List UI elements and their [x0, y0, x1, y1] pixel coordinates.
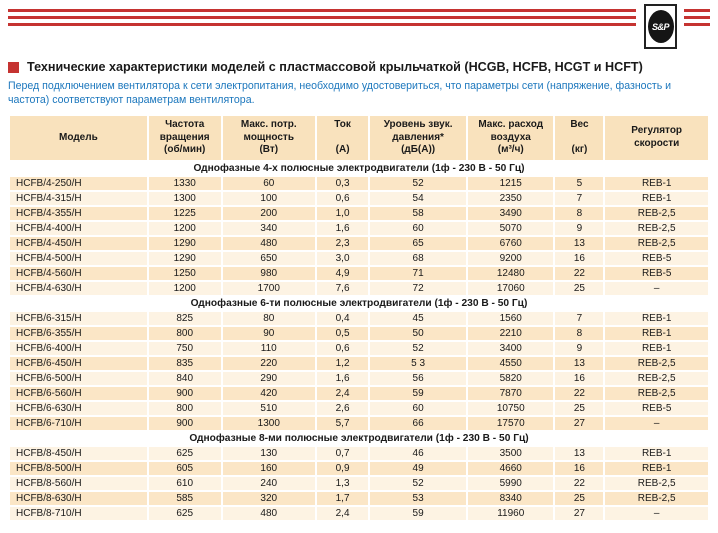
cell-power: 160 — [223, 462, 315, 475]
header-line: Уровень звук. — [383, 119, 453, 131]
cell-regulator: REB-2,5 — [605, 492, 708, 505]
cell-weight: 25 — [555, 282, 603, 295]
cell-weight: 9 — [555, 342, 603, 355]
cell-current: 2,6 — [317, 402, 368, 415]
cell-model: HCFB/4-355/H — [10, 207, 147, 220]
sp-logo-text: S&P — [648, 10, 674, 43]
cell-model: HCFB/8-560/H — [10, 477, 147, 490]
cell-speed: 1330 — [149, 177, 221, 190]
table-row — [10, 492, 708, 505]
cell-power: 200 — [223, 207, 315, 220]
cell-power: 80 — [223, 312, 315, 325]
table-row — [10, 252, 708, 265]
header-line: (м³/ч) — [497, 144, 524, 156]
header-line: Вес — [570, 119, 589, 131]
cell-airflow: 1560 — [468, 312, 554, 325]
cell-model: HCFB/4-560/H — [10, 267, 147, 280]
cell-noise: 5 3 — [370, 357, 466, 370]
table-row — [10, 327, 708, 340]
column-header-noise — [370, 116, 466, 160]
table-row — [10, 207, 708, 220]
cell-power: 100 — [223, 192, 315, 205]
cell-power: 240 — [223, 477, 315, 490]
table-row — [10, 222, 708, 235]
cell-speed: 625 — [149, 447, 221, 460]
cell-current: 1,6 — [317, 372, 368, 385]
table-row — [10, 267, 708, 280]
header-line — [556, 132, 602, 145]
cell-airflow: 3400 — [468, 342, 554, 355]
table-row — [10, 372, 708, 385]
title-row — [8, 60, 710, 74]
header-line: давления* — [392, 131, 444, 143]
column-header-regulator — [605, 116, 708, 160]
cell-weight: 5 — [555, 177, 603, 190]
cell-regulator: REB-1 — [605, 192, 708, 205]
cell-current: 2,3 — [317, 237, 368, 250]
cell-airflow: 5990 — [468, 477, 554, 490]
cell-regulator: REB-5 — [605, 402, 708, 415]
cell-noise: 50 — [370, 327, 466, 340]
cell-airflow: 17060 — [468, 282, 554, 295]
cell-noise: 60 — [370, 402, 466, 415]
header-line: (дБ(А)) — [401, 144, 436, 156]
header-line: Регулятор — [631, 125, 683, 137]
header-line: Ток — [334, 119, 351, 131]
header-line: Макс. расход — [478, 119, 544, 131]
cell-current: 0,9 — [317, 462, 368, 475]
table-row — [10, 477, 708, 490]
cell-model: HCFB/6-315/H — [10, 312, 147, 325]
cell-weight: 16 — [555, 372, 603, 385]
cell-current: 1,0 — [317, 207, 368, 220]
column-header-power — [223, 116, 315, 160]
cell-weight: 9 — [555, 222, 603, 235]
section-header-row — [10, 432, 708, 445]
section-header-row — [10, 297, 708, 310]
cell-airflow: 8340 — [468, 492, 554, 505]
motor-section-title: Однофазные 6-ти полюсные электродвигатели (1ф - 230 В - 50 Гц) — [10, 297, 708, 310]
cell-speed: 825 — [149, 312, 221, 325]
cell-speed: 625 — [149, 507, 221, 520]
cell-speed: 1200 — [149, 282, 221, 295]
cell-regulator: REB-1 — [605, 462, 708, 475]
cell-noise: 65 — [370, 237, 466, 250]
table-row — [10, 312, 708, 325]
cell-regulator: REB-2,5 — [605, 357, 708, 370]
cell-regulator: REB-1 — [605, 312, 708, 325]
cell-model: HCFB/6-630/H — [10, 402, 147, 415]
table-row — [10, 402, 708, 415]
cell-noise: 52 — [370, 342, 466, 355]
cell-model: HCFB/4-630/H — [10, 282, 147, 295]
cell-weight: 27 — [555, 417, 603, 430]
cell-weight: 7 — [555, 192, 603, 205]
cell-model: HCFB/6-355/H — [10, 327, 147, 340]
cell-speed: 800 — [149, 327, 221, 340]
header-line: мощность — [243, 131, 294, 143]
cell-speed: 1225 — [149, 207, 221, 220]
table-row — [10, 282, 708, 295]
red-square-bullet-icon — [8, 62, 19, 73]
cell-power: 650 — [223, 252, 315, 265]
motor-section-title: Однофазные 8-ми полюсные электродвигатели (1ф - 230 В - 50 Гц) — [10, 432, 708, 445]
cell-noise: 71 — [370, 267, 466, 280]
intro-note: Перед подключением вентилятора к сети электропитания, необходимо удостовериться, что параметры сети (напряжение, фазность и частота) соответствуют параметрам вентилятора. — [8, 80, 672, 106]
cell-weight: 16 — [555, 252, 603, 265]
cell-airflow: 6760 — [468, 237, 554, 250]
cell-power: 480 — [223, 237, 315, 250]
specs-table-body — [10, 162, 708, 520]
cell-regulator: – — [605, 417, 708, 430]
table-row — [10, 237, 708, 250]
column-header-weight — [555, 116, 603, 160]
cell-regulator: REB-1 — [605, 177, 708, 190]
header-line: скорости — [634, 137, 680, 149]
header-line: воздуха — [490, 131, 531, 143]
cell-noise: 54 — [370, 192, 466, 205]
table-row — [10, 417, 708, 430]
cell-speed: 1300 — [149, 192, 221, 205]
cell-power: 90 — [223, 327, 315, 340]
top-divider-stripes-left — [8, 9, 636, 30]
cell-power: 110 — [223, 342, 315, 355]
column-header-speed — [149, 116, 221, 160]
cell-model: HCFB/6-560/H — [10, 387, 147, 400]
column-header-current — [317, 116, 368, 160]
cell-speed: 1290 — [149, 237, 221, 250]
cell-regulator: REB-2,5 — [605, 207, 708, 220]
cell-regulator: – — [605, 282, 708, 295]
cell-speed: 840 — [149, 372, 221, 385]
cell-current: 1,7 — [317, 492, 368, 505]
cell-noise: 46 — [370, 447, 466, 460]
cell-speed: 585 — [149, 492, 221, 505]
cell-current: 0,3 — [317, 177, 368, 190]
cell-airflow: 9200 — [468, 252, 554, 265]
cell-power: 60 — [223, 177, 315, 190]
cell-weight: 16 — [555, 462, 603, 475]
cell-airflow: 5820 — [468, 372, 554, 385]
cell-current: 2,4 — [317, 507, 368, 520]
cell-current: 1,2 — [317, 357, 368, 370]
cell-speed: 900 — [149, 417, 221, 430]
cell-regulator: REB-5 — [605, 267, 708, 280]
header-line: вращения — [159, 131, 210, 143]
cell-airflow: 12480 — [468, 267, 554, 280]
cell-current: 4,9 — [317, 267, 368, 280]
cell-power: 510 — [223, 402, 315, 415]
cell-model: HCFB/4-400/H — [10, 222, 147, 235]
cell-regulator: – — [605, 507, 708, 520]
cell-regulator: REB-2,5 — [605, 387, 708, 400]
cell-speed: 835 — [149, 357, 221, 370]
cell-power: 340 — [223, 222, 315, 235]
cell-model: HCFB/8-710/H — [10, 507, 147, 520]
cell-airflow: 7870 — [468, 387, 554, 400]
cell-model: HCFB/4-250/H — [10, 177, 147, 190]
cell-model: HCFB/8-500/H — [10, 462, 147, 475]
cell-noise: 56 — [370, 372, 466, 385]
header-line — [318, 132, 367, 145]
cell-weight: 7 — [555, 312, 603, 325]
sp-logo — [644, 4, 677, 49]
cell-current: 0,6 — [317, 342, 368, 355]
cell-speed: 610 — [149, 477, 221, 490]
cell-current: 0,7 — [317, 447, 368, 460]
cell-weight: 22 — [555, 267, 603, 280]
header-line: (А) — [335, 144, 350, 156]
header-line: Частота — [165, 119, 205, 131]
cell-weight: 13 — [555, 357, 603, 370]
cell-airflow: 4660 — [468, 462, 554, 475]
cell-speed: 605 — [149, 462, 221, 475]
cell-current: 0,6 — [317, 192, 368, 205]
cell-noise: 49 — [370, 462, 466, 475]
cell-current: 7,6 — [317, 282, 368, 295]
specs-table-head — [10, 116, 708, 160]
cell-current: 5,7 — [317, 417, 368, 430]
specs-table — [8, 114, 710, 522]
cell-regulator: REB-5 — [605, 252, 708, 265]
cell-airflow: 3500 — [468, 447, 554, 460]
cell-model: HCFB/6-450/H — [10, 357, 147, 370]
cell-airflow: 2350 — [468, 192, 554, 205]
cell-model: HCFB/8-450/H — [10, 447, 147, 460]
column-header-airflow — [468, 116, 554, 160]
table-row — [10, 357, 708, 370]
column-header-model — [10, 116, 147, 160]
cell-current: 1,3 — [317, 477, 368, 490]
cell-model: HCFB/4-500/H — [10, 252, 147, 265]
cell-noise: 58 — [370, 207, 466, 220]
section-header-row — [10, 162, 708, 175]
cell-current: 3,0 — [317, 252, 368, 265]
cell-regulator: REB-2,5 — [605, 372, 708, 385]
cell-weight: 27 — [555, 507, 603, 520]
table-row — [10, 387, 708, 400]
cell-airflow: 4550 — [468, 357, 554, 370]
cell-speed: 900 — [149, 387, 221, 400]
cell-noise: 72 — [370, 282, 466, 295]
table-row — [10, 177, 708, 190]
cell-current: 2,4 — [317, 387, 368, 400]
cell-regulator: REB-2,5 — [605, 477, 708, 490]
cell-weight: 8 — [555, 327, 603, 340]
cell-model: HCFB/6-500/H — [10, 372, 147, 385]
cell-noise: 59 — [370, 507, 466, 520]
cell-speed: 800 — [149, 402, 221, 415]
cell-airflow: 5070 — [468, 222, 554, 235]
cell-power: 290 — [223, 372, 315, 385]
cell-regulator: REB-1 — [605, 327, 708, 340]
cell-noise: 52 — [370, 477, 466, 490]
cell-weight: 25 — [555, 492, 603, 505]
table-row — [10, 447, 708, 460]
header-line: (об/мин) — [164, 144, 206, 156]
cell-model: HCFB/6-400/H — [10, 342, 147, 355]
cell-noise: 60 — [370, 222, 466, 235]
cell-noise: 68 — [370, 252, 466, 265]
cell-weight: 13 — [555, 447, 603, 460]
cell-weight: 13 — [555, 237, 603, 250]
cell-speed: 1290 — [149, 252, 221, 265]
cell-power: 1300 — [223, 417, 315, 430]
cell-weight: 25 — [555, 402, 603, 415]
cell-noise: 45 — [370, 312, 466, 325]
cell-model: HCFB/4-315/H — [10, 192, 147, 205]
header-line: (Вт) — [259, 144, 279, 156]
cell-noise: 53 — [370, 492, 466, 505]
table-row — [10, 192, 708, 205]
cell-noise: 52 — [370, 177, 466, 190]
cell-model: HCFB/6-710/H — [10, 417, 147, 430]
cell-airflow: 1215 — [468, 177, 554, 190]
cell-regulator: REB-1 — [605, 342, 708, 355]
cell-power: 130 — [223, 447, 315, 460]
cell-model: HCFB/4-450/H — [10, 237, 147, 250]
cell-power: 980 — [223, 267, 315, 280]
cell-power: 1700 — [223, 282, 315, 295]
header-row — [10, 116, 708, 160]
table-row — [10, 342, 708, 355]
cell-airflow: 11960 — [468, 507, 554, 520]
cell-speed: 1250 — [149, 267, 221, 280]
cell-airflow: 10750 — [468, 402, 554, 415]
cell-weight: 8 — [555, 207, 603, 220]
cell-noise: 59 — [370, 387, 466, 400]
cell-airflow: 3490 — [468, 207, 554, 220]
page-title: Технические характеристики моделей с пластмассовой крыльчаткой (HCGB, HCFB, HCGT и HCFT) — [27, 60, 643, 74]
cell-weight: 22 — [555, 387, 603, 400]
cell-current: 0,4 — [317, 312, 368, 325]
motor-section-title: Однофазные 4-х полюсные электродвигатели (1ф - 230 В - 50 Гц) — [10, 162, 708, 175]
cell-power: 220 — [223, 357, 315, 370]
cell-current: 0,5 — [317, 327, 368, 340]
table-row — [10, 462, 708, 475]
cell-regulator: REB-2,5 — [605, 237, 708, 250]
cell-power: 480 — [223, 507, 315, 520]
cell-noise: 66 — [370, 417, 466, 430]
cell-speed: 750 — [149, 342, 221, 355]
header-line: Макс. потр. — [240, 119, 297, 131]
cell-regulator: REB-1 — [605, 447, 708, 460]
cell-weight: 22 — [555, 477, 603, 490]
cell-power: 320 — [223, 492, 315, 505]
cell-model: HCFB/8-630/H — [10, 492, 147, 505]
cell-airflow: 2210 — [468, 327, 554, 340]
cell-power: 420 — [223, 387, 315, 400]
cell-airflow: 17570 — [468, 417, 554, 430]
header-line: (кг) — [571, 144, 588, 156]
top-divider-stripes-right — [684, 9, 710, 30]
cell-speed: 1200 — [149, 222, 221, 235]
header-line: Модель — [59, 131, 98, 143]
cell-regulator: REB-2,5 — [605, 222, 708, 235]
table-row — [10, 507, 708, 520]
cell-current: 1,6 — [317, 222, 368, 235]
